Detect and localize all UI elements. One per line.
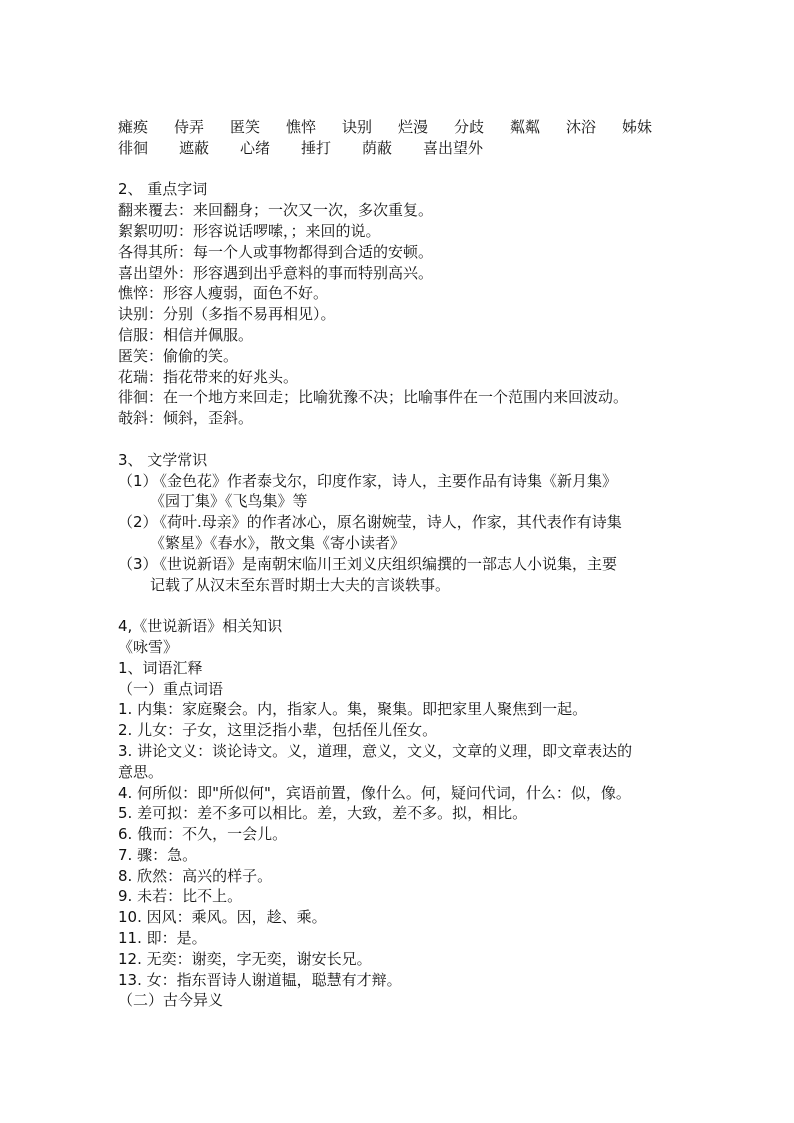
definition-line: 花瑞：指花带来的好兆头。 (118, 367, 299, 386)
item-text: 未若：比不上。 (137, 887, 243, 906)
item-number: 10. (118, 908, 142, 927)
item-number: （1） (118, 471, 158, 490)
item-text: 何所似：即"所似何"，宾语前置，像什么。何，疑问代词，什么：似，像。 (137, 783, 631, 802)
glossary-item (118, 886, 678, 907)
vocab-word: 捶打 (301, 138, 332, 157)
vocab-word: 心绪 (240, 138, 271, 157)
item-text: 俄而：不久，一会儿。 (137, 825, 288, 844)
vocab-word: 分歧 (454, 118, 485, 136)
glossary-item (118, 720, 678, 741)
item-text: 骤：急。 (137, 845, 198, 864)
item-number: （2） (118, 513, 158, 532)
item-number: 3. (118, 741, 133, 760)
item-number: 6. (118, 825, 133, 844)
vocab-word: 憔悴 (286, 118, 317, 136)
spacer (118, 159, 678, 180)
item-number: 12. (118, 949, 142, 968)
literature-item-cont: 《繁星》《春水》，散文集《寄小读者》 (150, 533, 406, 552)
vocab-row-1 (118, 117, 678, 138)
vocab-word: 姊妹 (622, 118, 653, 136)
glossary-item (118, 783, 678, 804)
vocab-word: 侍弄 (174, 118, 205, 136)
item-number: 4. (118, 783, 133, 802)
definition-line: 诀别：分别（多指不易再相见）。 (118, 305, 336, 324)
definition-line: 各得其所：每一个人或事物都得到合适的安顿。 (118, 242, 434, 261)
glossary-item (118, 845, 678, 866)
glossary-item (118, 824, 678, 845)
item-number: 7. (118, 845, 133, 864)
vocab-word: 匿笑 (230, 118, 261, 136)
definition-line: 翻来覆去：来回翻身；一次又一次，多次重复。 (118, 201, 434, 220)
spacer (118, 595, 678, 616)
subsection-heading: （一）重点词语 (118, 679, 224, 698)
item-number: 5. (118, 804, 133, 823)
item-text: 意思。 (118, 762, 164, 781)
section-heading: 4,《世说新语》相关知识 (118, 617, 283, 636)
glossary-item (118, 803, 678, 824)
item-text: 《荷叶.母亲》的作者冰心，原名谢婉莹，诗人，作家，其代表作有诗集 (152, 513, 622, 532)
literature-item-cont: 记载了从汉末至东晋时期士大夫的言谈轶事。 (150, 575, 451, 594)
subsection-heading: （二）古今异义 (118, 991, 224, 1010)
document-page (118, 117, 678, 1011)
item-number: 11. (118, 929, 142, 948)
vocab-word: 粼粼 (510, 118, 541, 136)
glossary-item (118, 699, 678, 720)
vocab-word: 喜出望外 (423, 138, 484, 157)
text-title: 《咏雪》 (118, 637, 179, 656)
vocab-word: 遮蔽 (179, 138, 210, 157)
definition-line: 徘徊：在一个地方来回走；比喻犹豫不决；比喻事件在一个范围内来回波动。 (118, 388, 629, 407)
item-text: 女：指东晋诗人谢道韫，聪慧有才辩。 (146, 970, 402, 989)
item-number: 8. (118, 866, 133, 885)
definition-line: 信服：相信并佩服。 (118, 325, 254, 344)
vocab-word: 徘徊 (118, 138, 149, 157)
definition-line: 攲斜：倾斜，歪斜。 (118, 409, 254, 428)
item-text: 《世说新语》是南朝宋临川王刘义庆组织编撰的一部志人小说集，主要 (152, 554, 618, 573)
item-number: 9. (118, 887, 133, 906)
section-heading: 3、 文学常识 (118, 450, 208, 469)
vocab-word: 烂漫 (398, 118, 429, 136)
vocab-word: 瘫痪 (118, 118, 149, 136)
glossary-item (118, 970, 678, 991)
literature-item-cont: 《园丁集》《飞鸟集》等 (150, 492, 308, 511)
item-number: 13. (118, 970, 142, 989)
item-text: 差可拟：差不多可以相比。差，大致，差不多。拟，相比。 (137, 804, 528, 823)
definition-line: 喜出望外：形容遇到出乎意料的事而特别高兴。 (118, 263, 434, 282)
definition-line: 憔悴：形容人瘦弱，面色不好。 (118, 284, 329, 303)
item-text: 内集：家庭聚会。内，指家人。集，聚集。即把家里人聚焦到一起。 (137, 700, 588, 719)
glossary-item-cont (118, 762, 678, 783)
spacer (118, 429, 678, 450)
definition-line: 絮絮叨叨：形容说话啰嗦，；来回的说。 (118, 221, 381, 240)
item-number: 2. (118, 721, 133, 740)
glossary-item (118, 866, 678, 887)
item-text: 欣然：高兴的样子。 (137, 866, 273, 885)
section-heading: 2、 重点字词 (118, 180, 208, 199)
definition-line: 匿笑：偷偷的笑。 (118, 346, 239, 365)
item-text: 《金色花》作者泰戈尔，印度作家，诗人，主要作品有诗集《新月集》 (152, 471, 618, 490)
subsection-heading: 1、词语汇释 (118, 658, 203, 677)
glossary-item (118, 907, 678, 928)
item-text: 即：是。 (146, 929, 207, 948)
glossary-item (118, 928, 678, 949)
glossary-item (118, 741, 678, 762)
literature-item (118, 512, 678, 533)
vocab-word: 诀别 (342, 118, 373, 136)
item-text: 无奕：谢奕，字无奕，谢安长兄。 (146, 949, 372, 968)
vocab-word: 荫蔽 (362, 138, 393, 157)
item-text: 儿女：子女，这里泛指小辈，包括侄儿侄女。 (137, 721, 438, 740)
vocab-word: 沐浴 (566, 118, 597, 136)
item-text: 讲论文义：谈论诗文。义，道理，意义，文义，文章的义理，即文章表达的 (137, 741, 633, 760)
glossary-item (118, 949, 678, 970)
item-number: （3） (118, 554, 158, 573)
vocab-row-2 (118, 138, 678, 159)
item-text: 因风：乘风。因，趁、乘。 (146, 908, 327, 927)
item-number: 1. (118, 700, 133, 719)
literature-item (118, 471, 678, 492)
literature-item (118, 554, 678, 575)
